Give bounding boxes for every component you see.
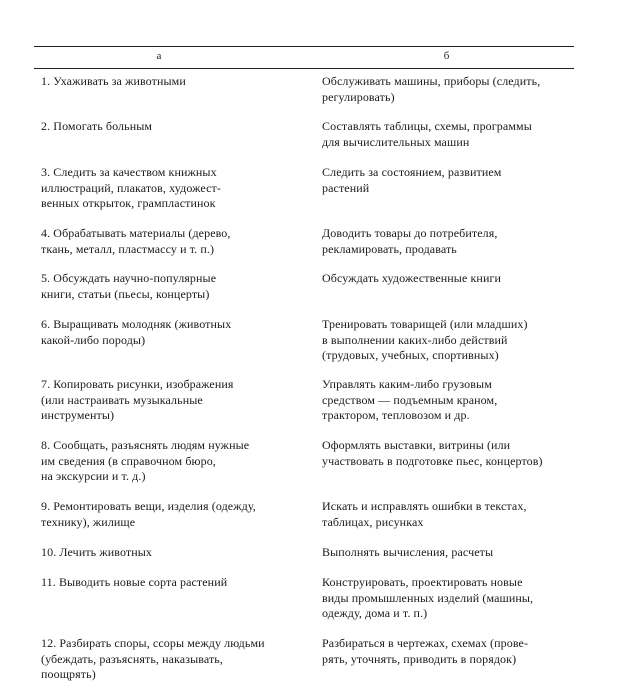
row-10-option-a: 10. Лечить животных <box>41 545 153 559</box>
row-8-option-a: 8. Сообщать, разъяснять людям нужные им сведения (в справочном бюро, на экскурсии и т. д.) <box>41 438 250 483</box>
row-7-option-a: 7. Копировать рисунки, изображения (или настраивать музыкальные инструменты) <box>41 377 234 422</box>
row-3-option-b: Следить за состоянием, развитием растений <box>322 165 502 195</box>
row-1-option-b: Обслуживать машины, приборы (следить, регулировать) <box>322 74 541 104</box>
row-6-option-b: Тренировать товарищей (или младших) в выполнении каких-либо действий (трудовых, учебных, спортивных) <box>322 317 528 362</box>
column-header-b: б <box>443 50 450 62</box>
row-11-option-a: 11. Выводить новые сорта растений <box>41 575 228 589</box>
row-12-option-a: 12. Разбирать споры, ссоры между людьми (убеждать, разъяснять, наказывать, поощрять) <box>41 636 265 681</box>
row-4-option-b: Доводить товары до потребителя, рекламировать, продавать <box>322 226 498 256</box>
row-4-option-a: 4. Обрабатывать материалы (дерево, ткань, металл, пластмассу и т. п.) <box>41 226 231 256</box>
header-rule <box>34 68 574 69</box>
row-9-option-b: Искать и исправлять ошибки в текстах, таблицах, рисунках <box>322 499 527 529</box>
row-7-option-b: Управлять каким-либо грузовым средством — подъемным краном, трактором, тепловозом и др. <box>322 377 498 422</box>
row-2-option-b: Составлять таблицы, схемы, программы для вычислительных машин <box>322 119 532 149</box>
column-header-a: а <box>156 50 162 62</box>
row-9-option-a: 9. Ремонтировать вещи, изделия (одежду, технику), жилище <box>41 499 256 529</box>
row-12-option-b: Разбираться в чертежах, схемах (прове- рять, уточнять, приводить в порядок) <box>322 636 529 666</box>
row-5-option-a: 5. Обсуждать научно-популярные книги, статьи (пьесы, концерты) <box>41 271 217 301</box>
row-5-option-b: Обсуждать художественные книги <box>322 271 502 285</box>
row-2-option-a: 2. Помогать больным <box>41 119 153 133</box>
row-11-option-b: Конструировать, проектировать новые виды промышленных изделий (машины, одежду, дома и т. п.) <box>322 575 534 620</box>
row-1-option-a: 1. Ухаживать за животными <box>41 74 186 88</box>
row-8-option-b: Оформлять выставки, витрины (или участвовать в подготовке пьес, концертов) <box>322 438 543 468</box>
table-top-rule <box>34 46 574 47</box>
row-3-option-a: 3. Следить за качеством книжных иллюстраций, плакатов, художест- венных открыток, грампластинок <box>41 165 221 210</box>
row-6-option-a: 6. Выращивать молодняк (животных какой-либо породы) <box>41 317 232 347</box>
row-10-option-b: Выполнять вычисления, расчеты <box>322 545 494 559</box>
